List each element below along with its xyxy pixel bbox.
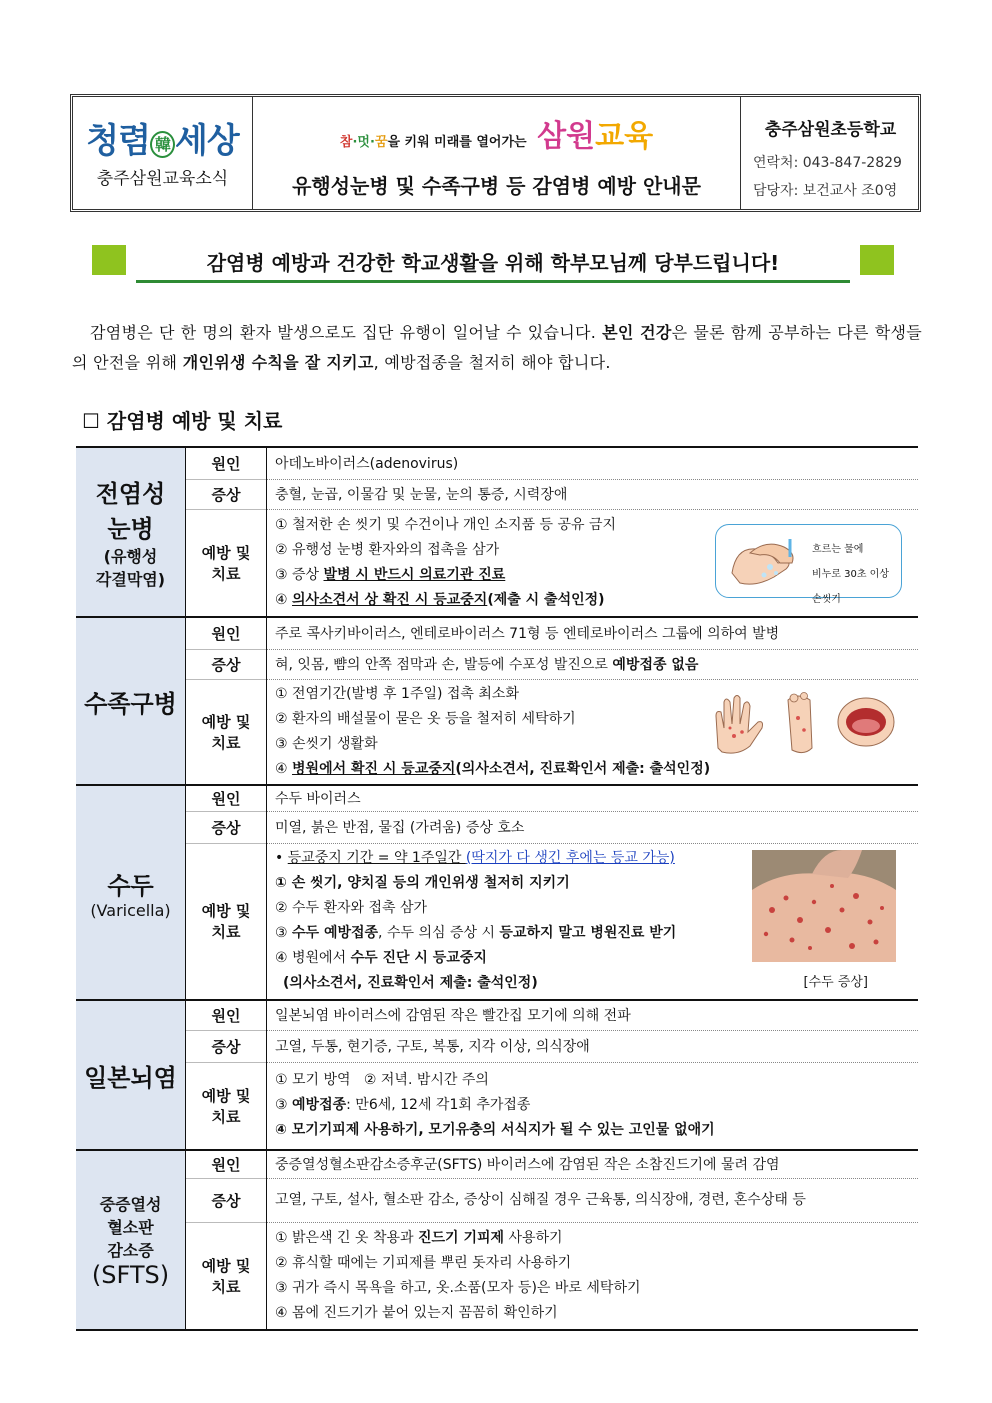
label-prevention: 예방 및 치료 bbox=[186, 679, 267, 785]
sfts-cause: 중증열성혈소판감소증후군(SFTS) 바이러스에 감염된 작은 소참진드기에 물려 감염 bbox=[267, 1150, 919, 1178]
integrity-logo: 청렴 韓 세상 bbox=[86, 121, 239, 161]
eye-symptom: 충혈, 눈곱, 이물감 및 눈물, 눈의 통증, 시력장애 bbox=[267, 479, 919, 509]
disease-japanese-encephalitis: 일본뇌염 bbox=[76, 1000, 186, 1150]
contact-person: 담당자: 보건교사 조0영 bbox=[753, 183, 898, 199]
hand-washing-icon bbox=[726, 533, 806, 589]
contact-phone: 연락처: 043-847-2829 bbox=[753, 155, 902, 171]
label-cause: 원인 bbox=[186, 1000, 267, 1030]
label-symptom: 증상 bbox=[186, 479, 267, 509]
label-cause: 원인 bbox=[186, 1150, 267, 1178]
label-cause: 원인 bbox=[186, 447, 267, 479]
varicella-symptom: 미열, 붉은 반점, 물집 (가려움) 증상 호소 bbox=[267, 811, 919, 843]
je-symptom: 고열, 두통, 현기증, 구토, 복통, 지각 이상, 의식장애 bbox=[267, 1030, 919, 1062]
disease-varicella: 수두 (Varicella) bbox=[76, 785, 186, 1000]
eye-cause: 아데노바이러스(adenovirus) bbox=[267, 447, 919, 479]
slogan: 참·멋·꿈을 키워 미래를 열어가는 삼원교육 bbox=[339, 119, 654, 154]
school-brand-logo: 삼원교육 bbox=[537, 119, 654, 154]
disease-table bbox=[76, 446, 918, 1331]
school-name: 충주삼원초등학교 bbox=[764, 120, 897, 140]
label-symptom: 증상 bbox=[186, 1178, 267, 1222]
disease-sfts: 중증열성 혈소판 감소증 (SFTS) bbox=[76, 1150, 186, 1330]
hfmd-prevention: ① 전염기간(발병 후 1주일) 접촉 최소화 ② 환자의 배설물이 묻은 옷 등을 철저히 세탁하기 ③ 손씻기 생활화 ④ 병원에서 확진 시 등교중지(의사소견서, 진료확인서 제출: 출석인정) bbox=[267, 679, 919, 785]
intro-paragraph: 감염병은 단 한 명의 환자 발생으로도 집단 유행이 일어날 수 있습니다. 본인 건강은 물론 함께 공부하는 다른 학생들의 안전을 위해 개인위생 수칙을 잘 지키고, 예방접종을 철저히 해야 합니다. bbox=[72, 323, 922, 372]
section-title: ☐ 감염병 예방 및 치료 bbox=[82, 409, 283, 433]
label-cause: 원인 bbox=[186, 785, 267, 811]
banner-text: 감염병 예방과 건강한 학교생활을 위해 학부모님께 당부드립니다! bbox=[206, 251, 780, 275]
school-info-cell bbox=[741, 97, 918, 209]
hfmd-cause: 주로 콕사키바이러스, 엔테로바이러스 71형 등 엔테로바이러스 그룹에 의하여 발병 bbox=[267, 617, 919, 649]
label-symptom: 증상 bbox=[186, 649, 267, 679]
label-prevention: 예방 및 치료 bbox=[186, 1222, 267, 1330]
je-cause: 일본뇌염 바이러스에 감염된 작은 빨간집 모기에 의해 전파 bbox=[267, 1000, 919, 1030]
chickenpox-symptom-photo bbox=[752, 850, 896, 962]
newsletter-header bbox=[70, 94, 921, 212]
hand-foot-mouth-illustration bbox=[708, 688, 898, 758]
photo-caption: [수두 증상] bbox=[803, 975, 868, 990]
disease-hfmd: 수족구병 bbox=[76, 617, 186, 785]
disease-eye: 전염성 눈병 (유행성 각결막염) bbox=[76, 447, 186, 617]
label-symptom: 증상 bbox=[186, 811, 267, 843]
banner-underline bbox=[136, 280, 850, 283]
logo-cell bbox=[73, 97, 253, 209]
sfts-prevention: ① 밝은색 긴 옷 착용과 진드기 기피제 사용하기 ② 휴식할 때에는 기피제를 뿌린 돗자리 사용하기 ③ 귀가 즉시 목욕을 하고, 옷.소품(모자 등)은 바로 세탁하기 ④ 몸에 진드기가 붙어 있는지 꼼꼼히 확인하기 bbox=[267, 1222, 919, 1330]
notice-banner bbox=[92, 243, 894, 283]
document-title: 유행성눈병 및 수족구병 등 감염병 예방 안내문 bbox=[292, 174, 701, 198]
label-cause: 원인 bbox=[186, 617, 267, 649]
varicella-cause: 수두 바이러스 bbox=[267, 785, 919, 811]
hfmd-symptom: 혀, 잇몸, 뺨의 안쪽 점막과 손, 발등에 수포성 발진으로 예방접종 없음 bbox=[267, 649, 919, 679]
label-symptom: 증상 bbox=[186, 1030, 267, 1062]
handwashing-illustration: 흐르는 물에 비누로 30초 이상 손씻기 bbox=[715, 524, 902, 598]
varicella-prevention: • 등교중지 기간 = 약 1주일간 (딱지가 다 생긴 후에는 등교 가능) ① 손 씻기, 양치질 등의 개인위생 철저히 지키기 ② 수두 환자와 접촉 삼가 ③ 수두 예방접종, 수두 의심 증상 시 등교하지 말고 병원진료 받기 ④ 병원에서 수두 진단 시 등교중지 (의사소견서, 진료확인서 제출: 출석인정) [수두 증상] bbox=[267, 843, 919, 1000]
label-prevention: 예방 및 치료 bbox=[186, 509, 267, 617]
newsletter-name: 충주삼원교육소식 bbox=[96, 169, 229, 189]
sfts-symptom: 고열, 구토, 설사, 혈소판 감소, 증상이 심해질 경우 근육통, 의식장애, 경련, 혼수상태 등 bbox=[267, 1178, 919, 1222]
je-prevention: ① 모기 방역 ② 저녁. 밤시간 주의 ③ 예방접종: 만6세, 12세 각1회 추가접종 ④ 모기기피제 사용하기, 모기유충의 서식지가 될 수 있는 고인물 없애기 bbox=[267, 1062, 919, 1150]
eye-prevention: ① 철저한 손 씻기 및 수건이나 개인 소지품 등 공유 금지 ② 유행성 눈병 환자와의 접촉을 삼가 ③ 증상 발병 시 반드시 의료기관 진료 ④ 의사소견서 상 확진 시 등교중지(제출 시 출석인정) 흐르는 물에 비누로 30초 이상 손씻기 bbox=[267, 509, 919, 617]
title-cell bbox=[253, 97, 741, 209]
label-prevention: 예방 및 치료 bbox=[186, 1062, 267, 1150]
label-prevention: 예방 및 치료 bbox=[186, 843, 267, 1000]
